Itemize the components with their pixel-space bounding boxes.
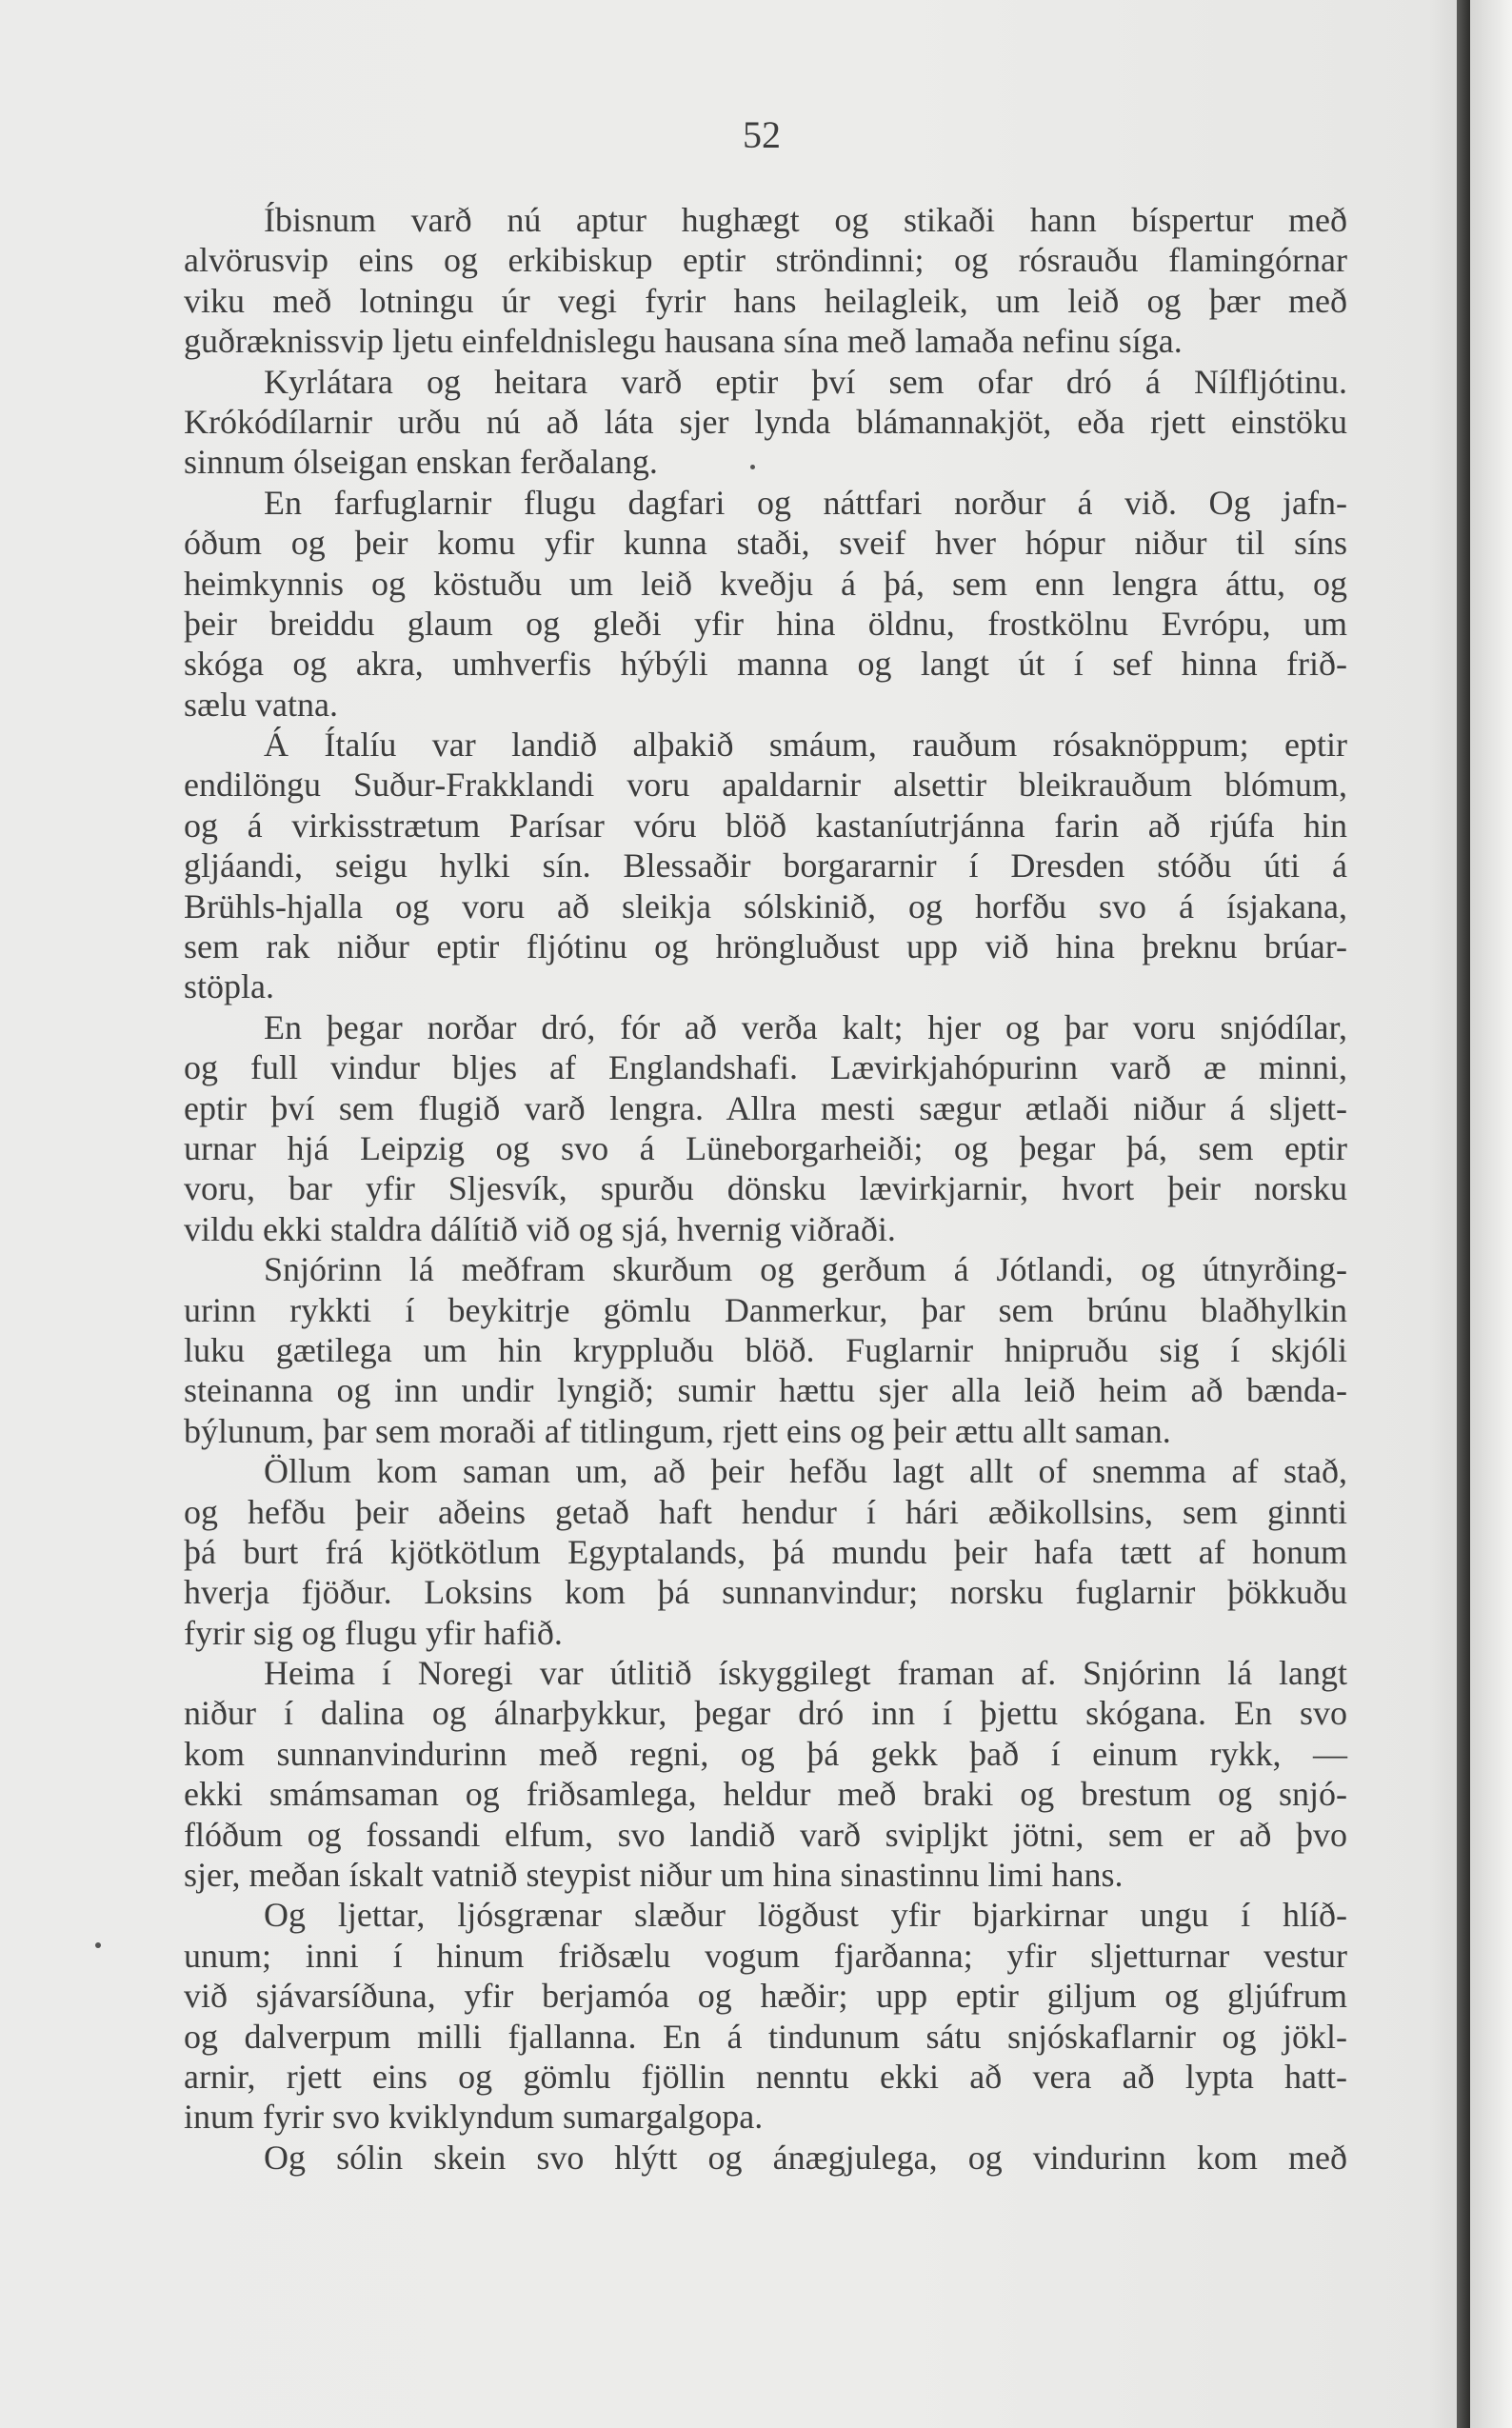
text-line: kom sunnanvindurinn með regni, og þá gekk það í einum rykk, — <box>184 1734 1347 1773</box>
text-line: arnir, rjett eins og gömlu fjöllin nenntu ekki að vera að lypta hatt- <box>184 2057 1347 2096</box>
book-edge-light <box>1470 0 1512 2428</box>
text-line: En þegar norðar dró, fór að verða kalt; hjer og þar voru snjódílar, <box>264 1007 1347 1046</box>
text-line: Brühls-hjalla og voru að sleikja sólskinið, og horfðu svo á ísjakana, <box>184 886 1347 925</box>
text-line: Og sólin skein svo hlýtt og ánægjulega, og vindurinn kom með <box>264 2138 1347 2177</box>
text-line: eptir því sem flugið varð lengra. Allra mesti sægur ætlaði niður á sljett- <box>184 1088 1347 1127</box>
text-line: En farfuglarnir flugu dagfari og náttfari norður á við. Og jafn- <box>264 483 1347 522</box>
text-line: Heima í Noregi var útlitið ískyggilegt framan af. Snjórinn lá langt <box>264 1654 1347 1693</box>
print-speck <box>750 465 755 469</box>
text-line: heimkynnis og köstuðu um leið kveðju á þá, sem enn lengra áttu, og <box>184 564 1347 603</box>
text-line: óðum og þeir komu yfir kunna staði, sveif hver hópur niður til síns <box>184 524 1347 563</box>
text-line: sinnum ólseigan enskan ferðalang. <box>184 443 658 482</box>
text-line: og hefðu þeir aðeins getað haft hendur í hári æðikollsins, sem ginnti <box>184 1492 1347 1531</box>
text-line: við sjávarsíðuna, yfir berjamóa og hæðir; upp eptir giljum og gljúfrum <box>184 1977 1347 2016</box>
text-line: guðræknissvip ljetu einfeldnislegu hausana sína með lamaða nefinu síga. <box>184 322 1183 361</box>
text-line: og full vindur bljes af Englandshafi. Lævirkjahópurinn varð æ minni, <box>184 1048 1347 1087</box>
page-shadow <box>1428 0 1457 2428</box>
text-line: gljáandi, seigu hylki sín. Blessaðir borgararnir í Dresden stóðu úti á <box>184 846 1347 886</box>
text-line: sjer, meðan ískalt vatnið steypist niður um hina sinastinnu limi hans. <box>184 1856 1124 1895</box>
book-edge-dark <box>1457 0 1470 2428</box>
text-line: Og ljettar, ljósgrænar slæður lögðust yfir bjarkirnar ungu í hlíð- <box>264 1896 1347 1935</box>
body-text <box>184 200 1347 2178</box>
text-line: Krókódílarnir urðu nú að láta sjer lynda blámannakjöt, eða rjett einstöku <box>184 402 1347 441</box>
text-line: steinanna og inn undir lyngið; sumir hættu sjer alla leið heim að bænda- <box>184 1371 1347 1410</box>
text-line: endilöngu Suður-Frakklandi voru apaldarnir alsettir bleikrauðum blómum, <box>184 766 1347 805</box>
text-line: skóga og akra, umhverfis hýbýli manna og langt út í sef hinna frið- <box>184 645 1347 684</box>
text-line: viku með lotningu úr vegi fyrir hans heilagleik, um leið og þær með <box>184 281 1347 320</box>
text-line: ekki smámsaman og friðsamlega, heldur með braki og brestum og snjó- <box>184 1775 1347 1814</box>
text-line: býlunum, þar sem moraði af titlingum, rjett eins og þeir ættu allt saman. <box>184 1411 1171 1450</box>
text-line: Öllum kom saman um, að þeir hefðu lagt allt of snemma af stað, <box>264 1452 1347 1491</box>
text-line: sælu vatna. <box>184 685 338 724</box>
text-line: vildu ekki staldra dálítið við og sjá, hvernig viðraði. <box>184 1209 896 1248</box>
text-line: þeir breiddu glaum og gleði yfir hina öldnu, frostkölnu Evrópu, um <box>184 604 1347 643</box>
text-line: inum fyrir svo kviklyndum sumargalgopa. <box>184 2098 764 2137</box>
text-line: unum; inni í hinum friðsælu vogum fjarðanna; yfir sljetturnar vestur <box>184 1936 1347 1975</box>
text-line: hverja fjöður. Loksins kom þá sunnanvindur; norsku fuglarnir þökkuðu <box>184 1573 1347 1612</box>
text-line: sem rak niður eptir fljótinu og hröngluðust upp við hina þreknu brúar- <box>184 927 1347 966</box>
print-speck <box>95 1942 101 1948</box>
text-line: urnar hjá Leipzig og svo á Lüneborgarheiði; og þegar þá, sem eptir <box>184 1128 1347 1167</box>
text-line: luku gætilega um hin kryppluðu blöð. Fuglarnir hnipruðu sig í skjóli <box>184 1330 1347 1369</box>
text-line: þá burt frá kjötkötlum Egyptalands, þá mundu þeir hafa tætt af honum <box>184 1532 1347 1571</box>
text-line: fyrir sig og flugu yfir hafið. <box>184 1613 563 1652</box>
page-number: 52 <box>743 113 781 156</box>
text-line: flóðum og fossandi elfum, svo landið varð svipljkt jötni, sem er að þvo <box>184 1815 1347 1854</box>
text-line: niður í dalina og álnarþykkur, þegar dró inn í þjettu skógana. En svo <box>184 1694 1347 1733</box>
text-line: Íbisnum varð nú aptur hughægt og stikaði hann bíspertur með <box>264 201 1347 239</box>
text-line: Snjórinn lá meðfram skurðum og gerðum á Jótlandi, og útnyrðing- <box>264 1250 1347 1289</box>
text-line: alvörusvip eins og erkibiskup eptir ströndinni; og rósrauðu flamingórnar <box>184 241 1347 280</box>
text-line: stöpla. <box>184 967 274 1006</box>
text-line: og dalverpum milli fjallanna. En á tindunum sátu snjóskaflarnir og jökl- <box>184 2017 1347 2056</box>
text-line: Á Ítalíu var landið alþakið smáum, rauðum rósaknöppum; eptir <box>264 726 1347 765</box>
text-line: og á virkisstrætum Parísar vóru blöð kastaníutrjánna farin að rjúfa hin <box>184 806 1347 845</box>
text-line: urinn rykkti í beykitrje gömlu Danmerkur, þar sem brúnu blaðhylkin <box>184 1290 1347 1329</box>
text-line: Kyrlátara og heitara varð eptir því sem ofar dró á Nílfljótinu. <box>264 362 1347 401</box>
text-line: voru, bar yfir Sljesvík, spurðu dönsku lævirkjarnir, hvort þeir norsku <box>184 1169 1347 1208</box>
